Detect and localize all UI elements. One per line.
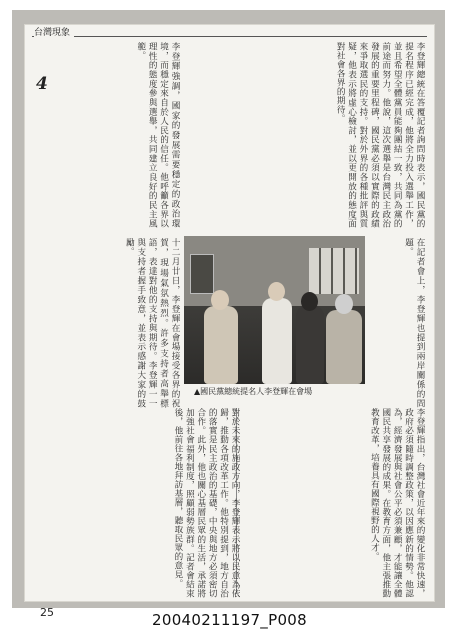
news-photo: [184, 236, 365, 384]
photo-person: [296, 306, 324, 384]
page-number: 25: [40, 606, 54, 619]
text-column-middle-right: 在記者會上，李登輝也提到兩岸關係的問題。: [403, 238, 425, 408]
photo-person: [326, 310, 362, 384]
document-id-label: 20040211197_P008: [152, 611, 307, 629]
photo-window: [309, 248, 359, 294]
issue-number: 4: [36, 74, 48, 94]
photo-person-head: [211, 290, 229, 310]
header-rule: [32, 36, 427, 37]
text-column-middle-left: 十二月廿日，李登輝在會場接受各界的祝賀，現場氣氛熱烈。許多支持者高舉標語，表達對他的支持與期待。李登輝一一與支持者握手致意，並表示感謝大家的鼓勵。: [124, 238, 180, 408]
section-title: 台灣現象: [34, 25, 74, 38]
text-column-top-right: 李登輝總統在答覆記者詢問時表示，國民黨的提名程序已經完成，他將全力投入選舉工作，並且希望全體黨員能夠團結一致，共同為黨的前途而努力。他說，這次選舉是台灣民主政治發展的重要里程碑，國民黨必須以實際的政績來爭取選民的支持。對於外界的各種批評與質疑，他表示將虛心檢討，並以更開放的態度面對社會各界的期待。: [335, 42, 425, 228]
text-column-bottom-left: 對於未來的施政方向，李登輝表示將以民意為依歸，推動各項改革工作。他特別提到，地方自治的落實是民主政治的基礎，中央與地方必須密切合作。此外，他也關心基層民眾的生活，承諾將加強社會福利制度，照顧弱勢族群。記者會結束後，他前往各地拜訪基層，聽取民眾的意見。: [172, 408, 240, 598]
photo-person-head: [335, 294, 353, 314]
photo-person-head: [268, 282, 285, 301]
photo-person: [262, 298, 292, 384]
photo-person: [204, 306, 238, 384]
photo-wall-frame: [190, 254, 214, 294]
photo-person-head: [301, 292, 318, 311]
scanned-page: [12, 10, 445, 619]
document-page: [24, 24, 435, 619]
text-column-bottom-right: 李登輝指出，台灣社會近年來的變化非常快速，政府必須隨時調整政策，以因應新的情勢。他認為，經濟發展與社會公平必須兼顧，才能讓全體國民共享發展的成果。在教育方面，他主張推動教育改革，培養具有國際視野的人才。: [369, 408, 425, 598]
text-column-top-left: 李登輝強調，國家的發展需要穩定的政治環境，而穩定來自於人民的信任。他呼籲各界以理性的態度參與選舉，共同建立良好的民主風範。: [135, 42, 180, 228]
photo-caption: ▲國民黨總統提名人李登輝在會場: [194, 387, 313, 396]
